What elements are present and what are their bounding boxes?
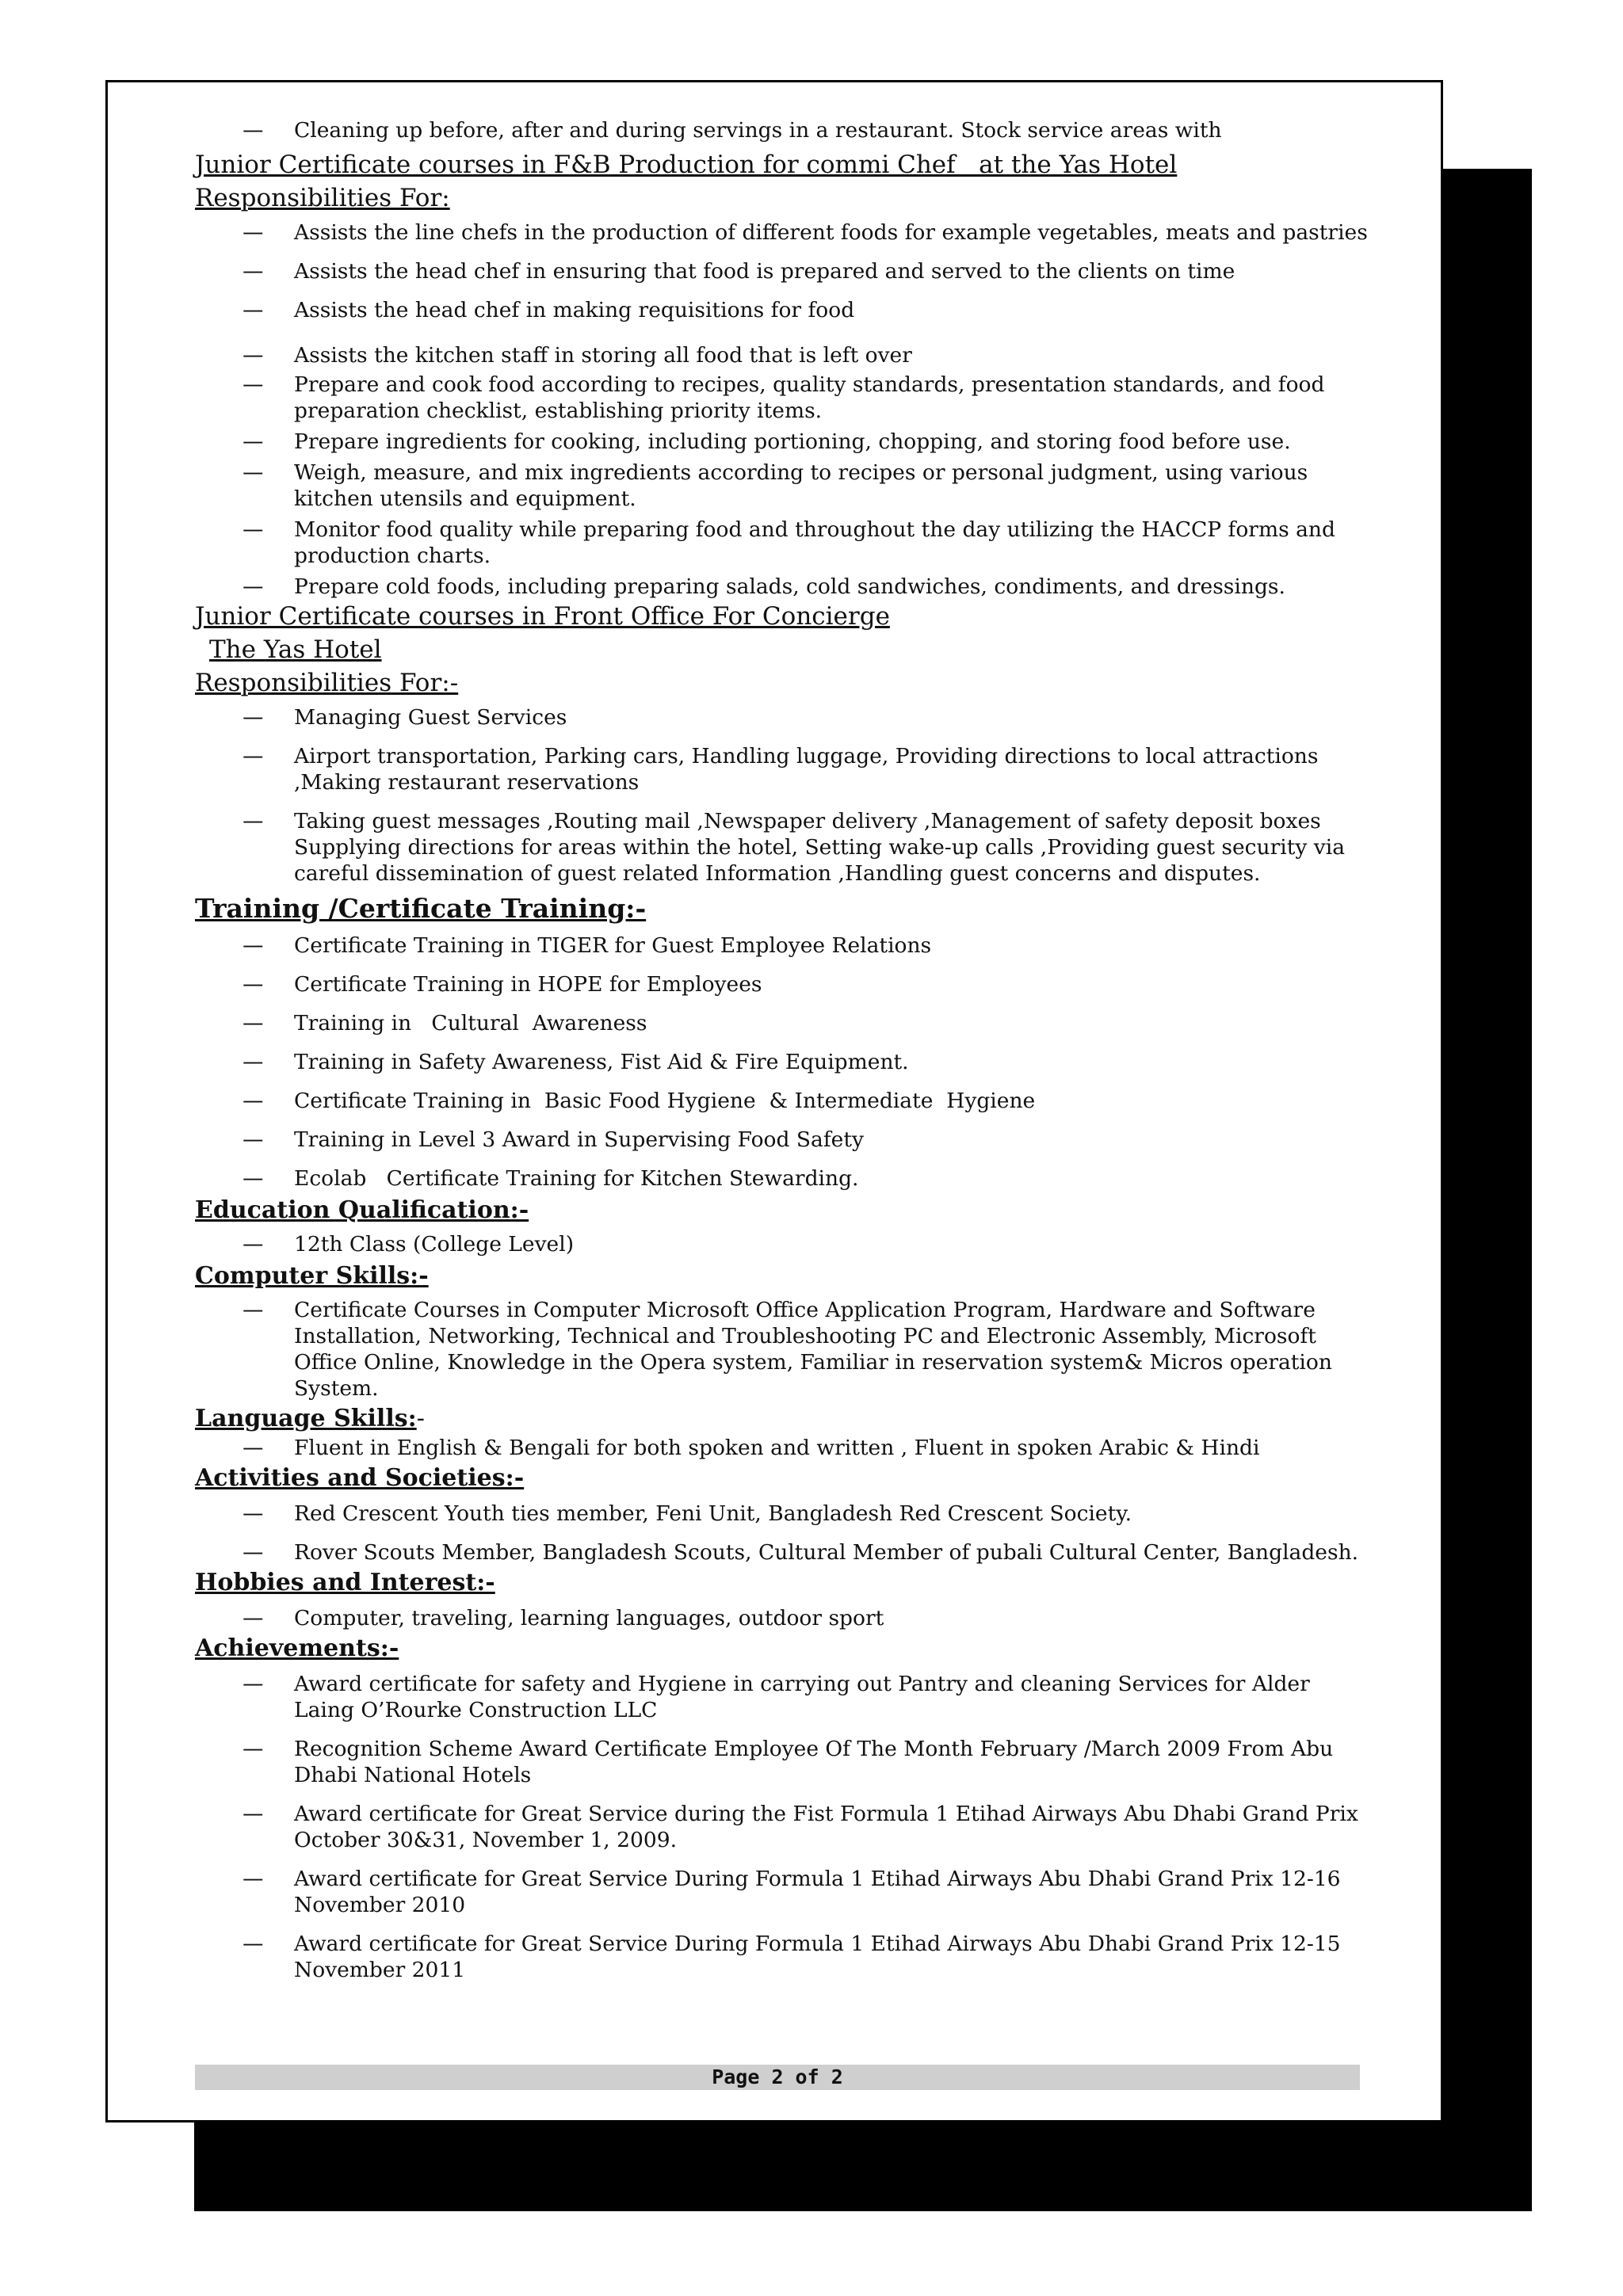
page-footer: Page 2 of 2 (195, 2065, 1360, 2090)
activities-list (195, 1501, 1368, 1566)
dash-bullet-icon: — (242, 1672, 264, 1696)
dash-bullet-icon: — (242, 1232, 264, 1257)
dash-bullet-icon: — (242, 809, 264, 833)
list-item: — Prepare and cook food according to recipes, quality standards, presentation standards, and food preparation checklist, establishing priority items. (242, 372, 1325, 423)
achievements-heading: Achievements:- (195, 1634, 399, 1662)
dash-bullet-icon: — (242, 1501, 264, 1526)
language-skills-heading: Language Skills:- (195, 1405, 425, 1432)
list-item: — Training in Level 3 Award in Supervising Food Safety (242, 1127, 864, 1152)
computer-skills-heading: Computer Skills:- (195, 1262, 429, 1290)
list-item: — Training in Cultural Awareness (242, 1011, 647, 1035)
list-item: — Fluent in English & Bengali for both spoken and written , Fluent in spoken Arabic & Hindi (242, 1436, 1260, 1460)
dash-bullet-icon: — (242, 1606, 264, 1630)
dash-bullet-icon: — (242, 1436, 264, 1460)
list-item: — Certificate Courses in Computer Microsoft Office Application Program, Hardware and Software Installation, Networking, Technical and Troubleshooting PC and Electronic Assembly, Microsoft Office Online, Knowledge in the Opera system, Familiar in reservation system& Micros operation System. (242, 1298, 1332, 1401)
list-item: — Weigh, measure, and mix ingredients according to recipes or personal judgment, using various kitchen utensils and equipment. (242, 460, 1308, 511)
dash-bullet-icon: — (242, 298, 264, 322)
dash-bullet-icon: — (242, 1166, 264, 1191)
list-item: — Training in Safety Awareness, Fist Aid & Fire Equipment. (242, 1050, 909, 1074)
activities-heading: Activities and Societies:- (195, 1464, 525, 1492)
list-item: — Award certificate for Great Service During Formula 1 Etihad Airways Abu Dhabi Grand Prix 12-15 November 2011 (242, 1932, 1341, 1982)
dash-bullet-icon: — (242, 429, 264, 454)
dash-bullet-icon: — (242, 1540, 264, 1565)
list-item: — Prepare ingredients for cooking, including portioning, chopping, and storing food before use. (242, 429, 1291, 454)
dash-bullet-icon: — (242, 1932, 264, 1956)
page-content (195, 117, 1368, 1983)
dash-bullet-icon: — (242, 1298, 264, 1322)
list-item: — Red Crescent Youth ties member, Feni Unit, Bangladesh Red Crescent Society. (242, 1501, 1132, 1526)
dash-bullet-icon: — (242, 1011, 264, 1035)
list-item: — Award certificate for safety and Hygiene in carrying out Pantry and cleaning Services for Alder Laing O’Rourke Construction LLC (242, 1672, 1310, 1722)
list-item: — Ecolab Certificate Training for Kitchen Stewarding. (242, 1166, 859, 1191)
dash-bullet-icon: — (242, 574, 264, 599)
front-office-responsibilities-list (195, 704, 1368, 887)
dash-bullet-icon: — (242, 1127, 264, 1152)
list-item: — Assists the kitchen staff in storing all food that is left over (242, 343, 912, 368)
front-office-responsibilities-label: Responsibilities For:- (195, 669, 459, 697)
list-item: — Monitor food quality while preparing food and throughout the day utilizing the HACCP forms and production charts. (242, 517, 1335, 568)
list-item: — Airport transportation, Parking cars, Handling luggage, Providing directions to local attractions ,Making restaurant reservations (242, 744, 1319, 795)
list-item: — Rover Scouts Member, Bangladesh Scouts, Cultural Member of pubali Cultural Center, Bangladesh. (242, 1540, 1359, 1565)
dash-bullet-icon: — (242, 1737, 264, 1761)
list-item: — Award certificate for Great Service during the Fist Formula 1 Etihad Airways Abu Dhabi Grand Prix October 30&31, November 1, 2009. (242, 1802, 1358, 1852)
list-item: — Assists the head chef in making requisitions for food (242, 298, 855, 322)
front-office-hotel: The Yas Hotel (209, 635, 382, 664)
education-heading: Education Qualification:- (195, 1196, 529, 1224)
training-list (195, 933, 1368, 1192)
dash-bullet-icon: — (242, 705, 264, 730)
list-item: — Award certificate for Great Service During Formula 1 Etihad Airways Abu Dhabi Grand Prix 12-16 November 2010 (242, 1867, 1341, 1917)
resume-page (105, 80, 1443, 2122)
list-item: — Assists the line chefs in the production of different foods for example vegetables, meats and pastries (242, 220, 1368, 245)
list-item: — Prepare cold foods, including preparing salads, cold sandwiches, condiments, and dressings. (242, 574, 1285, 599)
achievements-list (195, 1671, 1368, 1983)
list-item: — Cleaning up before, after and during servings in a restaurant. Stock service areas with (242, 118, 1222, 143)
dash-bullet-icon: — (242, 1089, 264, 1113)
dash-bullet-icon: — (242, 259, 264, 284)
dash-bullet-icon: — (242, 343, 264, 368)
list-item: — Managing Guest Services (242, 705, 567, 730)
list-item: — Assists the head chef in ensuring that food is prepared and served to the clients on time (242, 259, 1235, 284)
hobbies-heading: Hobbies and Interest:- (195, 1569, 495, 1596)
dash-bullet-icon: — (242, 972, 264, 997)
list-item: — Taking guest messages ,Routing mail ,Newspaper delivery ,Management of safety deposit boxes Supplying directions for areas within the hotel, Setting wake-up calls ,Providing guest security via careful dissemination of guest related Information ,Handling guest concerns and disputes. (242, 809, 1346, 886)
fnb-responsibilities-label: Responsibilities For: (195, 184, 450, 212)
dash-bullet-icon: — (242, 118, 264, 143)
list-item: — Computer, traveling, learning languages, outdoor sport (242, 1606, 884, 1630)
dash-bullet-icon: — (242, 517, 264, 542)
dash-bullet-icon: — (242, 1867, 264, 1891)
list-item: — Recognition Scheme Award Certificate Employee Of The Month February /March 2009 From Abu Dhabi National Hotels (242, 1737, 1334, 1787)
dash-bullet-icon: — (242, 933, 264, 958)
dash-bullet-icon: — (242, 1802, 264, 1826)
list-item: — 12th Class (College Level) (242, 1232, 575, 1257)
dash-bullet-icon: — (242, 220, 264, 245)
list-item: — Certificate Training in HOPE for Employees (242, 972, 762, 997)
fnb-responsibilities-list (195, 219, 1368, 600)
dash-bullet-icon: — (242, 1050, 264, 1074)
front-office-course-title: Junior Certificate courses in Front Office For Concierge (195, 602, 890, 631)
fnb-course-title: Junior Certificate courses in F&B Production for commi Chef at the Yas Hotel (195, 151, 1178, 179)
dash-bullet-icon: — (242, 372, 264, 397)
dash-bullet-icon: — (242, 460, 264, 485)
list-item: — Certificate Training in TIGER for Guest Employee Relations (242, 933, 932, 958)
training-heading: Training /Certificate Training:- (195, 893, 647, 924)
dash-bullet-icon: — (242, 744, 264, 769)
list-item: — Certificate Training in Basic Food Hygiene & Intermediate Hygiene (242, 1089, 1036, 1113)
